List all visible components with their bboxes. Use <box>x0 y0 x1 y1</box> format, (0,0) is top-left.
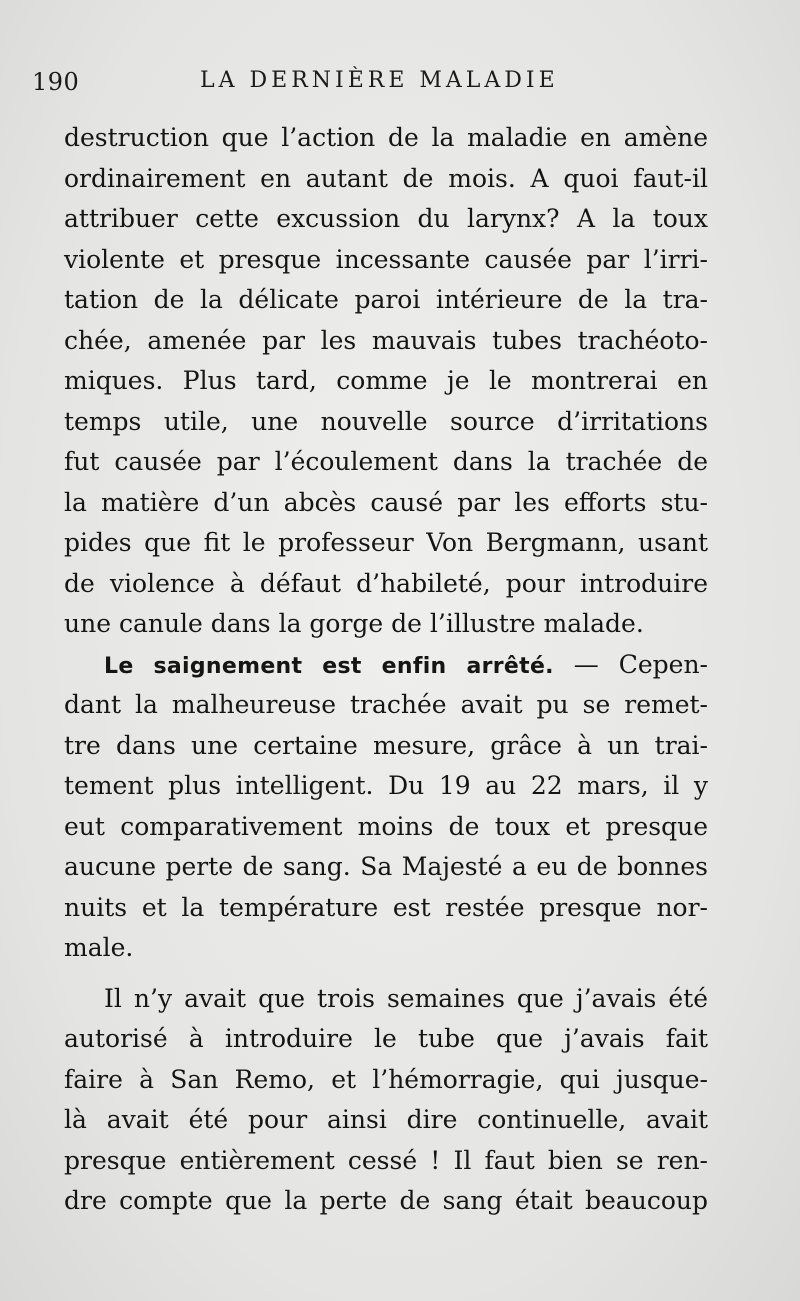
body-text <box>64 118 708 1222</box>
text-line: fut causée par l’écoulement dans la trachée de <box>64 447 708 476</box>
paragraph-3 <box>64 979 708 1222</box>
text-line: tation de la délicate paroi intérieure de la tra- <box>64 285 708 314</box>
page-header <box>32 68 752 102</box>
text-line: temps utile, une nouvelle source d’irritations <box>64 406 708 436</box>
text-line: pides que fit le professeur Von Bergmann, usant <box>64 528 708 557</box>
text-line: tre dans une certaine mesure, grâce à un trai- <box>64 730 708 760</box>
text-line: nuits et la température est restée presque nor- <box>64 892 708 922</box>
text-line: une canule dans la gorge de l’illustre malade. <box>64 609 644 638</box>
page-number: 190 <box>32 68 80 96</box>
text-line: destruction que l’action de la maladie en amène <box>64 123 708 152</box>
text-line: eut comparativement moins de toux et presque <box>64 811 708 841</box>
text-line: ordinairement en autant de mois. A quoi faut-il <box>64 163 708 193</box>
text-line <box>64 645 708 686</box>
text-line: dant la malheureuse trachée avait pu se remet- <box>64 690 708 719</box>
paragraph-1 <box>64 118 708 645</box>
text-line: male. <box>64 933 134 962</box>
text-line: tement plus intelligent. Du 19 au 22 mars, il y <box>64 771 708 800</box>
text-line: faire à San Remo, et l’hémorragie, qui jusque- <box>64 1064 708 1094</box>
section-heading: Le saignement est enfin arrêté. <box>104 653 554 679</box>
text-line: violente et presque incessante causée par l’irri- <box>64 244 708 274</box>
text-line: là avait été pour ainsi dire continuelle, avait <box>64 1105 708 1134</box>
text-line: la matière d’un abcès causé par les efforts stu- <box>64 487 708 517</box>
text-line: de violence à défaut d’habileté, pour introduire <box>64 568 708 598</box>
paragraph-spacing <box>64 969 708 979</box>
text-line: aucune perte de sang. Sa Majesté a eu de bonnes <box>64 852 708 881</box>
running-title: LA DERNIÈRE MALADIE <box>200 68 559 93</box>
text-line: presque entièrement cessé ! Il faut bien se ren- <box>64 1145 708 1175</box>
text-line: attribuer cette excussion du larynx? A la toux <box>64 204 708 233</box>
text-line: miques. Plus tard, comme je le montrerai en <box>64 366 708 395</box>
section-heading-continuation: — Cepen- <box>553 649 708 679</box>
paragraph-2 <box>64 645 708 969</box>
text-line: autorisé à introduire le tube que j’avais fait <box>64 1024 708 1053</box>
text-line: chée, amenée par les mauvais tubes trachéoto- <box>64 325 708 355</box>
text-line: Il n’y avait que trois semaines que j’avais été <box>104 983 708 1013</box>
text-line: dre compte que la perte de sang était beaucoup <box>64 1186 708 1215</box>
